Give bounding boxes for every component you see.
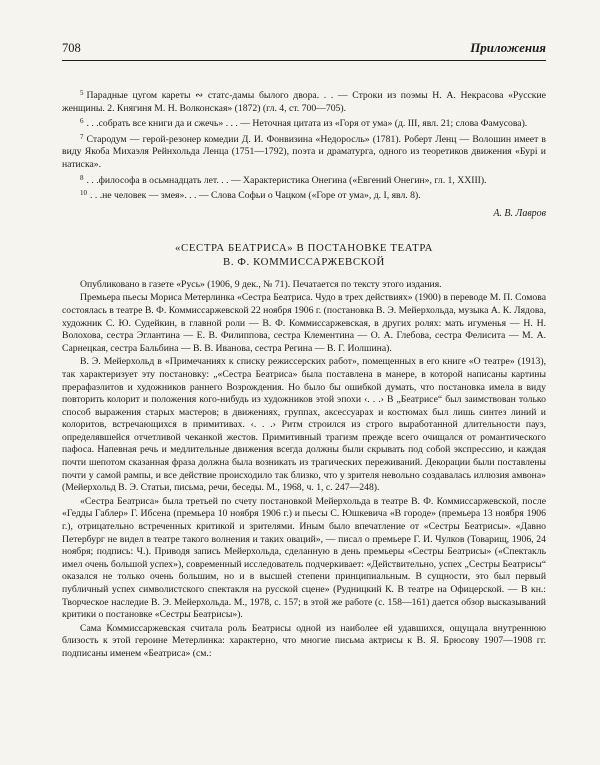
page-header (62, 40, 546, 61)
paragraph: Премьера пьесы Мориса Метерлинка «Сестра Беатриса. Чудо в трех действиях» (1900) в переводе М. П. Сомова состоялась в театре В. Ф. Коммиссаржевской 22 ноября 1906 г. (постановка В. Э. Мейерхольда, музыка А. К. Лядова, художник С. Ю. Судейкин, в главной роли — В. Ф. Коммиссаржевская, в других ролях: мать игуменья — Н. Н. Волохова, сестра Эглантина — Е. В. Филиппова, сестра Клементина — О. А. Глебова, сестра Фелисита — М. А. Сарнецкая, сестра Бальбина — В. В. Иванова, сестра Регина — В. Г. Иолшина). (62, 292, 546, 354)
section-title-line: «СЕСТРА БЕАТРИСА» В ПОСТАНОВКЕ ТЕАТРА (175, 241, 433, 254)
note-text: Парадные цугом кареты ∾ статс-дамы былого двора. . . — Строки из поэмы Н. А. Некрасова «Русские женщины. 2. Княгиня М. Н. Волконская» (1872) (гл. 4, ст. 700—705). (62, 90, 546, 114)
paragraph: «Сестра Беатриса» была третьей по счету постановкой Мейерхольда в театре В. Ф. Коммиссаржевской, после «Гедды Габлер» Г. Ибсена (премьера 10 ноября 1906 г.) и пьесы С. Юшкевича «В городе» (премьера 13 ноября 1906 г.), отрицательно встреченных критикой и зрителями. Иным было впечатление от «Сестры Беатрисы». «Давно Петербург не видел в театре такого волнения и таких оваций», — писал о премьере Г. И. Чулков (Товарищ, 1906, 24 ноября; подпись: Ч.). Приводя запись Мейерхольда, сделанную в день премьеры «Сестры Беатрисы» («Спектакль имел очень большой успех»), современный исследователь подчеркивает: «Действительно, успех „Сестры Беатрисы“ оказался не только очень большим, но и в высшей степени принципиальным. В сущности, это был первый публичный успех символистского спектакля на русской сцене» (Рудницкий К. В театре на Офицерской. — В кн.: Творческое наследие В. Э. Мейерхольда. М., 1978, с. 157; в этой же работе (с. 158—161) дается обзор высказываний критики о постановке «Сестры Беатрисы»). (62, 495, 546, 621)
note (62, 172, 546, 188)
note (62, 131, 546, 172)
section-title (62, 241, 546, 269)
note-number: 6 (80, 117, 84, 126)
commentary-body (62, 279, 546, 661)
footnotes (62, 87, 546, 203)
page-number: 708 (62, 41, 81, 55)
note (62, 87, 546, 115)
note-text: . . .собрать все книги да и сжечь» . . . — Неточная цитата из «Горя от ума» (д. III, явл. 21; слова Фамусова). (86, 118, 528, 130)
note-number: 7 (80, 132, 84, 141)
note-number: 10 (80, 189, 87, 198)
running-title: Приложения (470, 40, 546, 55)
note-number: 8 (80, 173, 84, 182)
author-signature: А. В. Лавров (493, 207, 546, 219)
note-text: . . .философа в осьмнадцать лет. . . — Характеристика Онегина («Евгений Онегин», гл. 1, XXIII). (86, 174, 487, 186)
paragraph: Сама Коммиссаржевская считала роль Беатрисы одной из наиболее ей удавшихся, ощущала внутреннюю близость к этой героине Метерлинка: характерно, что многие письма актрисы к В. Я. Брюсову 1907—1908 гг. подписаны именем «Беатриса» (см.: (62, 622, 546, 659)
note-number: 5 (80, 89, 84, 97)
note (62, 115, 546, 131)
paragraph: В. Э. Мейерхольд в «Примечаниях к списку режиссерских работ», помещенных в его книге «О театре» (1913), так характеризует эту постановку: „«Сестра Беатриса» была поставлена в манере, в которой написаны картины прерафаэлитов и художников раннего Возрождения. Но было бы ошибкой думать, что постановка имела в виду повторить колорит и положения кого-нибудь из художников этой эпохи ‹. . .› В „Беатрисе“ был заимствован только способ выражения старых мастеров; в движениях, группах, аксессуарах и костюмах был лишь синтез линий и колоритов, встречающихся в примитивах. ‹. . .› Ритм строился из строго выработанной длительности пауз, определявшейся отчетливой чеканкой жестов. Примитивный трагизм прежде всего очищался от романтического пафоса. Напевная речь и медлительные движения всегда должны были скрывать под собой экспрессию, и каждая почти шепотом сказанная фраза должна была возникать из трагических переживаний. Декорации были поставлены почти у самой рампы, и все действие происходило так близко, что у зрителя невольно создавалась иллюзия амвона» (Мейерхольд В. Э. Статьи, письма, речи, беседы. М., 1968, ч. 1, с. 247—248). (62, 356, 546, 494)
note-text: Стародум — герой-резонер комедии Д. И. Фонвизина «Недоросль» (1781). Роберт Ленц — Волошин имеет в виду Якоба Михаэля Рейнхольда Ленца (1751—1792), поэта и драматурга, одного из теоретиков движения «Бурі и натиска». (62, 133, 546, 170)
book-page (62, 40, 546, 661)
paragraph: Опубликовано в газете «Русь» (1906, 9 дек., № 71). Печатается по тексту этого издания. (80, 278, 442, 290)
section-title-line: В. Ф. КОММИССАРЖЕВСКОЙ (223, 255, 385, 268)
note (62, 187, 546, 203)
note-text: . . .не человек — змея». . . — Слова Софьи о Чацком («Горе от ума», д. I, явл. 8). (90, 190, 421, 202)
